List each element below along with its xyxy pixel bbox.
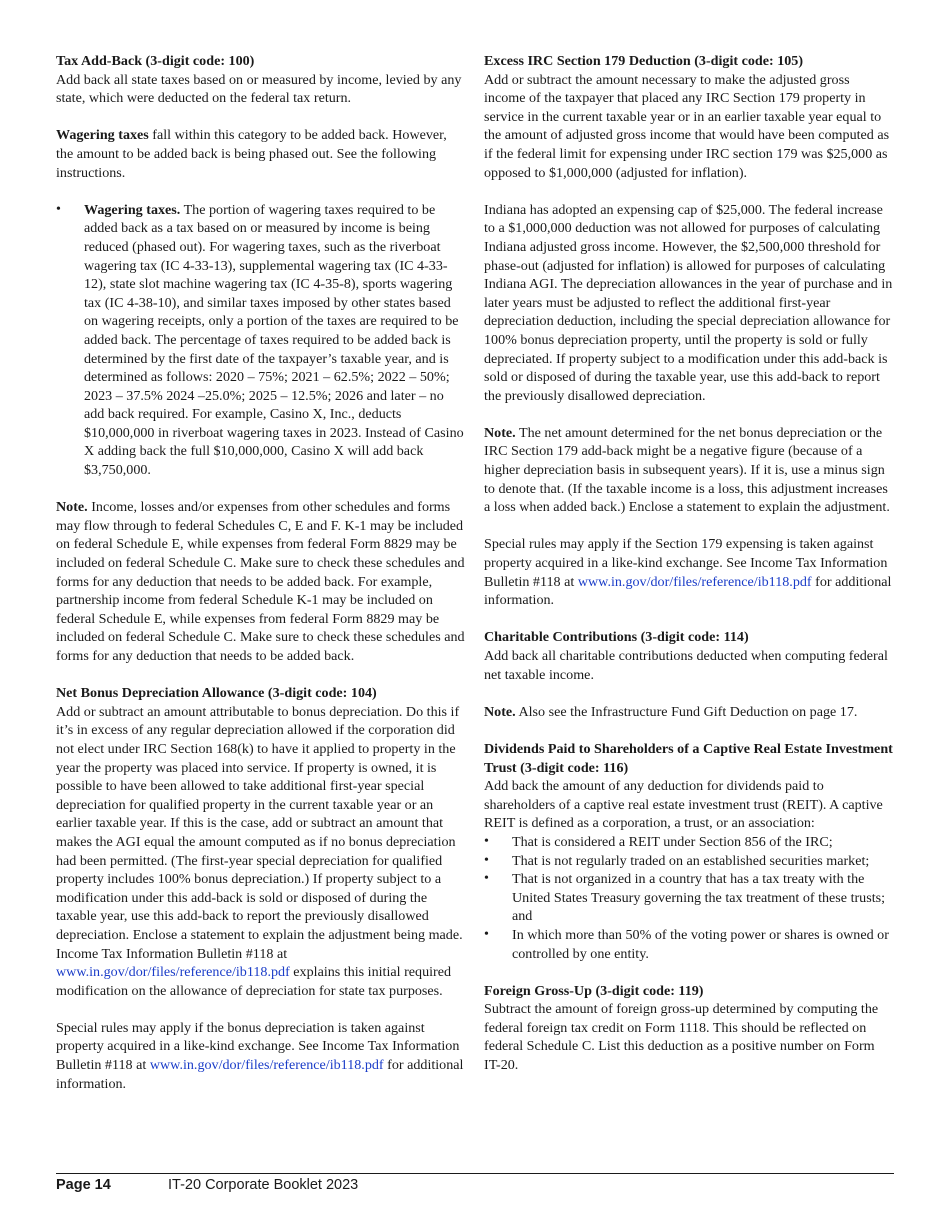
note-infrastructure-text: Also see the Infrastructure Fund Gift Deduction on page 17.: [515, 703, 858, 720]
wagering-bullet-bold: Wagering taxes.: [84, 201, 181, 218]
page-footer: [56, 1177, 358, 1193]
ib118-link[interactable]: www.in.gov/dor/files/reference/ib118.pdf: [149, 1057, 384, 1074]
reit-heading: Dividends Paid to Shareholders of a Captive Real Estate Investment Trust (3-digit code: 116): [484, 740, 893, 776]
note-schedules: [56, 498, 466, 665]
special179-text: [484, 535, 894, 609]
ib118-link[interactable]: www.in.gov/dor/files/reference/ib118.pdf: [56, 964, 290, 981]
foreign-grossup-text: Subtract the amount of foreign gross-up determined by computing the federal foreign tax credit on Form 1118. This should be reflected on federal Schedule C. List this deduction as a positive number on Form IT-20.: [484, 1001, 879, 1074]
special-rules-body: Special rules may apply if the bonus depreciation is taken against property acquired in a like-kind exchange. See Income Tax Information Bulletin #118 at: [56, 1019, 460, 1074]
note-infrastructure: [484, 703, 894, 722]
page-number: Page 14: [56, 1177, 111, 1193]
bonus-depreciation-heading: Net Bonus Depreciation Allowance (3-digit code: 104): [56, 685, 377, 702]
special-rules-text: [56, 1019, 466, 1093]
note-net-amount-text: The net amount determined for the net bonus depreciation or the IRC Section 179 add-back might be a negative figure (because of a higher depreciation basis in subsequent years). If it is, use a minus sign to denote that. (If the taxable income is a loss, this adjustment increases a loss when added back.) Enclose a statement to explain the adjustment.: [484, 424, 890, 516]
note-label: Note.: [56, 499, 88, 516]
sec179-text: Add or subtract the amount necessary to make the adjusted gross income of the taxpayer that placed any IRC Section 179 property in service in the current taxable year or in an earlier taxable year equal to the amount of adjusted gross income that would have been computed as if the federal limit for expensing under IRC section 179 was $25,000 as opposed to $1,000,000 (adjusted for inflation).: [484, 71, 890, 181]
booklet-title: IT-20 Corporate Booklet 2023: [168, 1177, 359, 1193]
bonus-depreciation-tail: explains this initial required modification on the allowance of depreciation for state tax purposes.: [56, 964, 452, 999]
wagering-bullet-text: The portion of wagering taxes required to be added back as a tax based on or measured by income is being reduced (phased out). For wagering taxes, such as the riverboat wagering tax (IC 4-33-13), supplemental wagering tax (IC 4-33-12), state slot machine wagering tax (IC 4-35-8), sports wagering tax (IC 4-38-10), and similar taxes imposed by other states based on wagering receipts, only a portion of the taxes are required to be added back. The percentage of taxes required to be added back is determined by the first date of the taxpayer’s taxable year, and is determined as follows: 2020 – 75%; 2021 – 62.5%; 2022 – 50%; 2023 – 37.5% 2024 –25.0%; 2025 – 12.5%; 2026 and later – no add back required. For example, Casino X, Inc., deducts $10,000,000 in riverboat wagering taxes in 2023. Instead of Casino X adding back the full $10,000,000, Casino X will add back $3,750,000.: [84, 201, 464, 479]
note-net-amount: [484, 424, 894, 517]
ib118-link[interactable]: www.in.gov/dor/files/reference/ib118.pdf: [577, 573, 812, 590]
special-rules-tail: for additional information.: [56, 1057, 464, 1092]
bonus-depreciation-text: [56, 703, 466, 1001]
reit-list: [484, 833, 894, 963]
wagering-intro-text: fall within this category to be added back. However, the amount to be added back is being phased out. See the following instructions.: [56, 127, 447, 181]
wagering-intro: [56, 126, 466, 182]
left-column: [56, 52, 466, 1093]
bonus-depreciation-body: Add or subtract an amount attributable to bonus depreciation. Do this if it’s in excess of any regular depreciation allowed if the corporation did not elect under IRC Section 168(k) to have it applied to property in the year the property was placed into service. If property is owned, it is possible to have been allowed to take additional first-year special depreciation for qualified property in the current taxable year or an earlier taxable year. If this is the case, add or subtract an amount that makes the AGI equal the amount computed as if no bonus depreciation had been permitted. (The first-year special depreciation for qualified property includes 100% bonus depreciation.) If property subject to a modification under this add-back is sold or disposed of during the taxable year, use this add-back to report the previously disallowed depreciation. Enclose a statement to explain the adjustment being made. Income Tax Information Bulletin #118 at: [56, 703, 463, 962]
foreign-grossup-heading: Foreign Gross-Up (3-digit code: 119): [484, 982, 704, 999]
special179-tail: for additional information.: [484, 573, 892, 609]
indiana-cap-text: Indiana has adopted an expensing cap of $25,000. The federal increase to a $1,000,000 deduction was not allowed for purposes of calculating Indiana adjusted gross income. However, the $2,500,000 threshold for phase-out (adjusted for inflation) is allowed for purposes of calculating Indiana AGI. The depreciation allowances in the year of purchase and in later years must be adjusted to reflect the additional first-year depreciation deduction, including the special depreciation allowance for 100% bonus depreciation property, until the property is sold or fully depreciated. If property subject to a modification under this add-back is sold or disposed of during the taxable year, use this add-back to report the previously disallowed depreciation.: [484, 201, 893, 404]
special179-body: Special rules may apply if the Section 179 expensing is taken against property acquired in a like-kind exchange. See Income Tax Information Bulletin #118 at: [484, 536, 888, 590]
wagering-intro-bold: Wagering taxes: [56, 127, 149, 144]
list-item: • In which more than 50% of the voting power or shares is owned or controlled by one entity.: [484, 926, 894, 963]
tax-add-back-heading: Tax Add-Back (3-digit code: 100): [56, 53, 255, 69]
wagering-list: [56, 201, 466, 480]
list-item: [56, 201, 466, 480]
reit-text: Add back the amount of any deduction for dividends paid to shareholders of a captive real estate investment trust (REIT). A captive REIT is defined as a corporation, a trust, or an association:: [484, 778, 883, 832]
note-label: Note.: [484, 703, 516, 720]
note-schedules-text: Income, losses and/or expenses from other schedules and forms may flow through to federal Schedules C, E and F. K-1 may be included on federal Schedule E, while expenses from federal Form 8829 may be included on federal Schedule C. Make sure to check these schedules and forms for any deduction that needs to be added back. For example, partnership income from federal Schedule K-1 may be included on federal Schedule E, while expenses from federal Form 8829 may be included on federal Schedule C. Make sure to check these schedules and forms for any deduction that needs to be added back.: [56, 499, 465, 664]
list-item: • That is not regularly traded on an established securities market;: [484, 852, 894, 871]
right-column: [484, 52, 894, 1075]
footer-divider: [56, 1173, 894, 1174]
note-label: Note.: [484, 424, 516, 441]
list-item: • That is not organized in a country that has a tax treaty with the United States Treasury governing the tax treatment of these trusts; and: [484, 870, 894, 926]
tax-add-back-text: Add back all state taxes based on or measured by income, levied by any state, which were deducted on the federal tax return.: [56, 71, 462, 107]
charitable-text: Add back all charitable contributions deducted when computing federal net taxable income.: [484, 648, 888, 683]
charitable-heading: Charitable Contributions (3-digit code: 114): [484, 629, 749, 646]
list-item: • That is considered a REIT under Section 856 of the IRC;: [484, 833, 894, 852]
sec179-heading: Excess IRC Section 179 Deduction (3-digit code: 105): [484, 53, 804, 69]
